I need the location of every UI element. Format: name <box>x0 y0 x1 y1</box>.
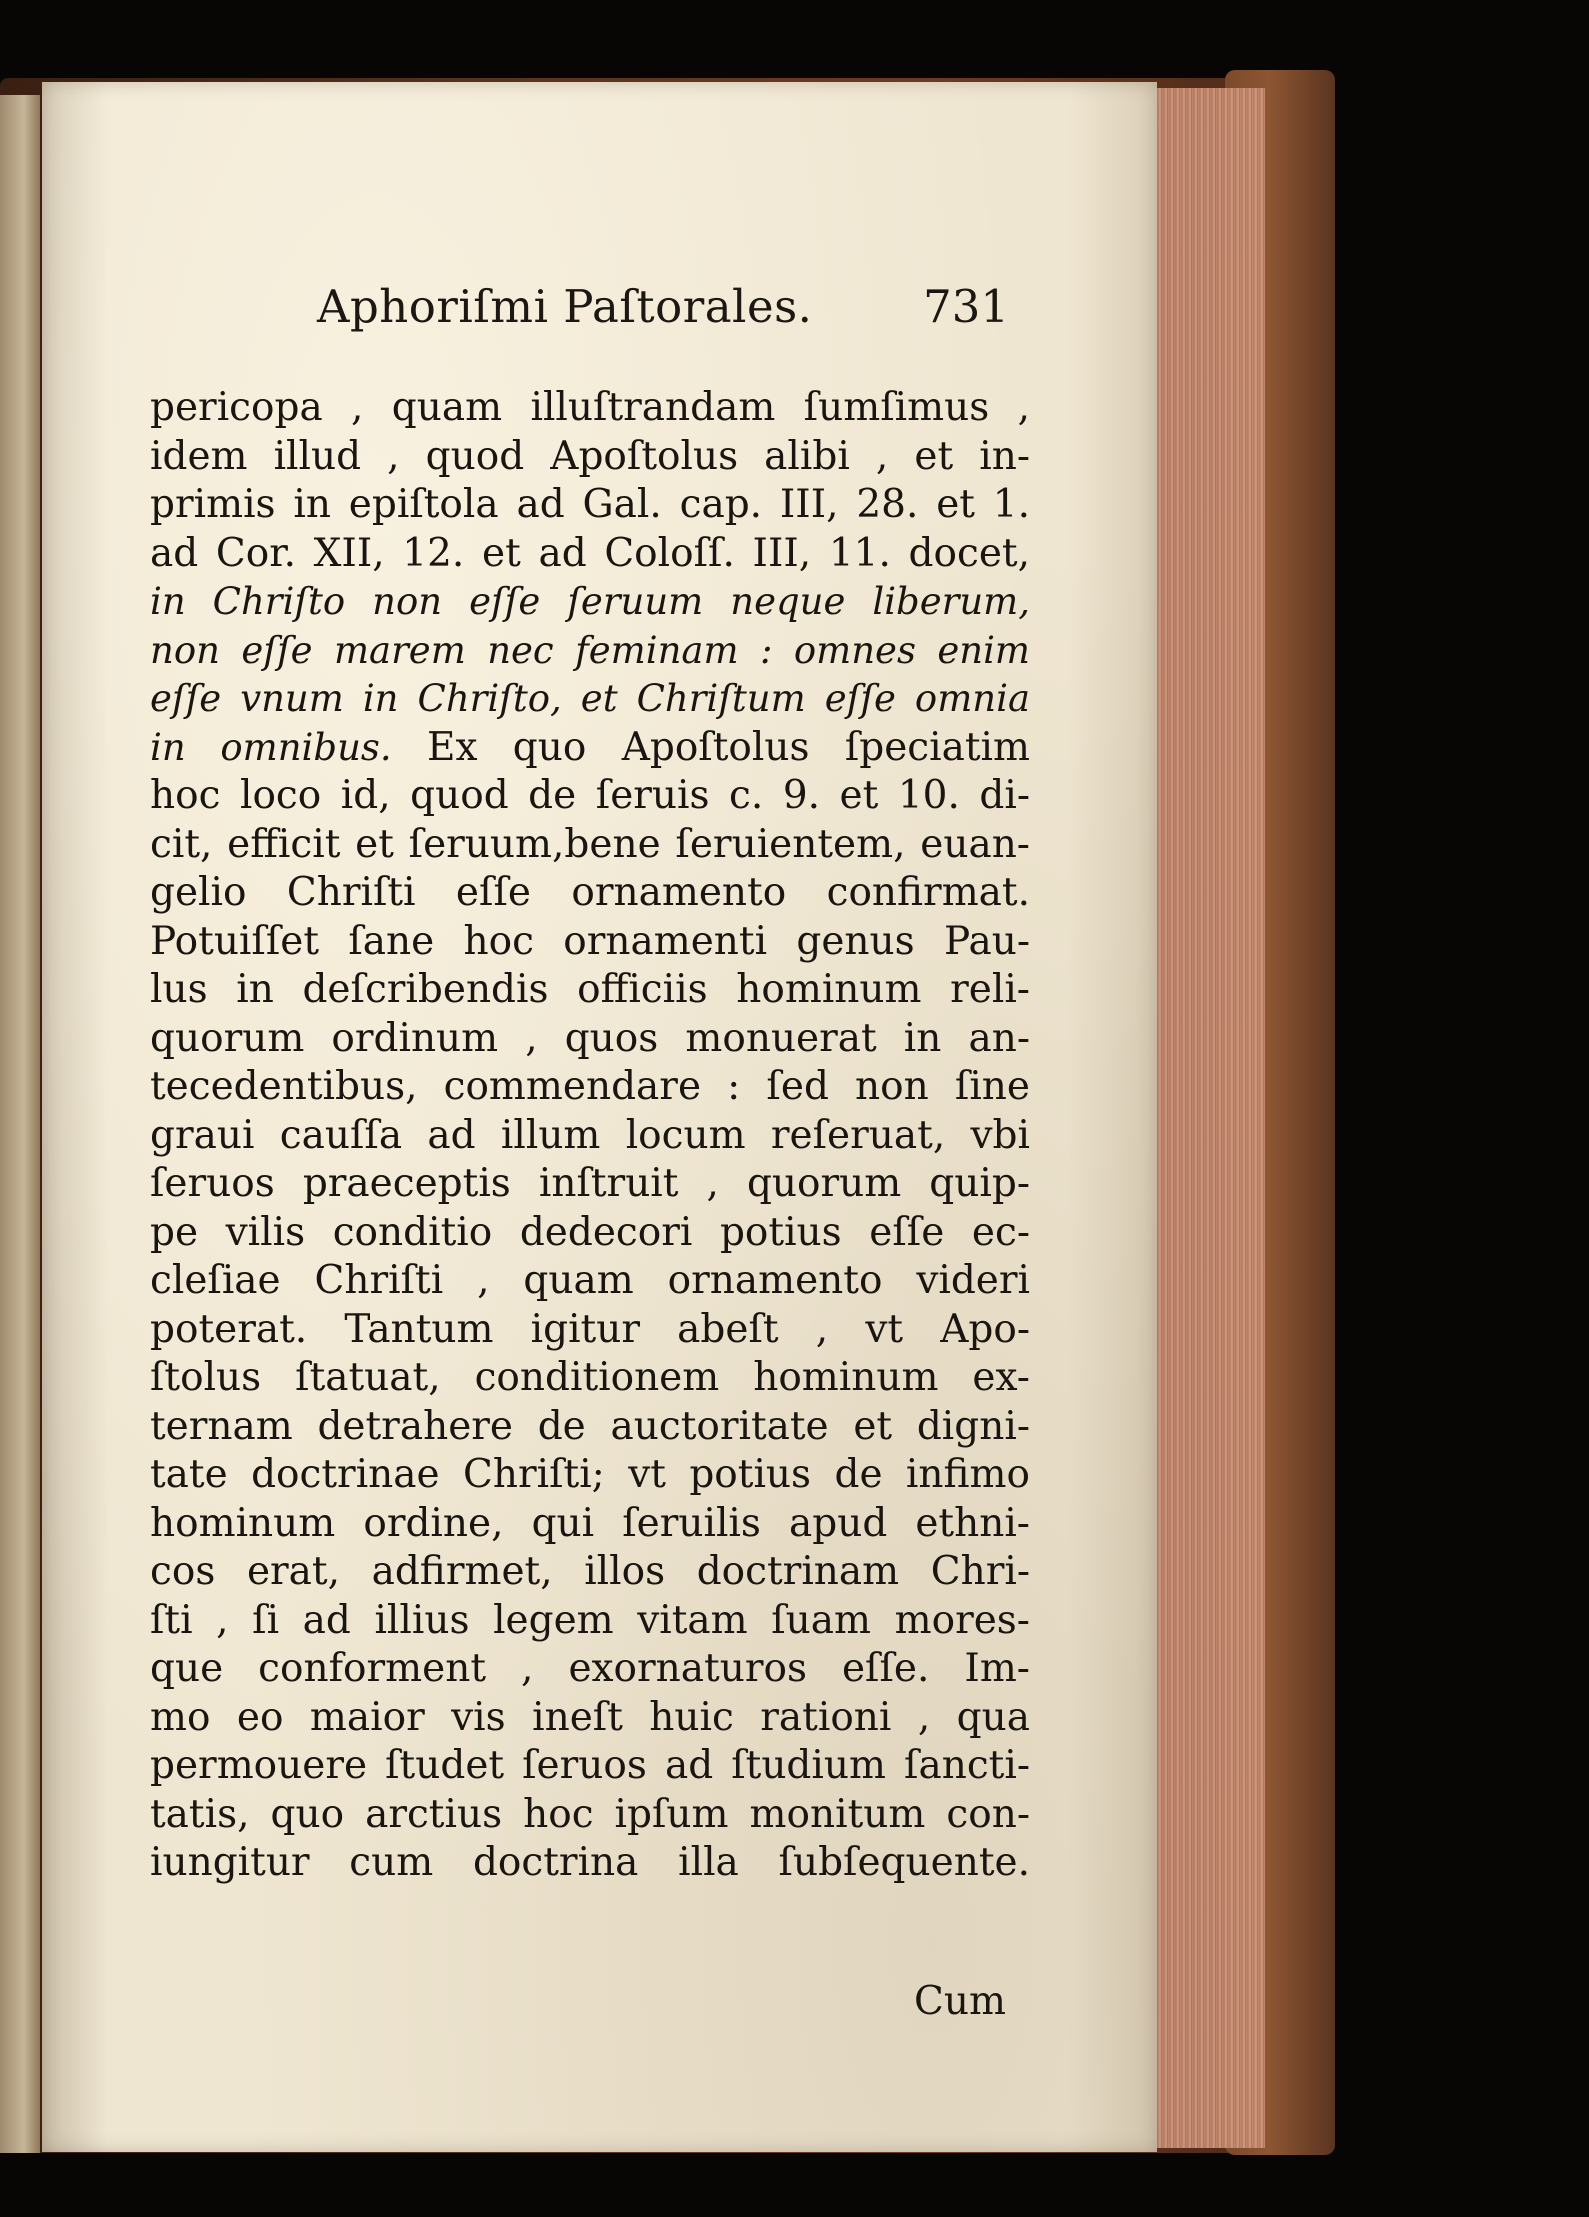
text-line: ad Cor. XII, 12. et ad Coloſſ. III, 11. docet, <box>150 530 1030 576</box>
text-line: ſtolus ſtatuat, conditionem hominum ex- <box>150 1355 1030 1400</box>
text-line: tecedentibus, commendare : ſed non ſine <box>150 1064 1030 1109</box>
text-line: permouere ſtudet ſeruos ad ſtudium ſancti- <box>150 1743 1030 1788</box>
text-line: pericopa , quam illuſtrandam ſumſimus , <box>150 385 1030 430</box>
text-line-mixed <box>150 724 1030 773</box>
text-line: graui cauſſa ad illum locum reſeruat, vbi <box>150 1112 1030 1158</box>
body-text <box>150 384 1030 1888</box>
text-line: pe vilis conditio dedecori potius eſſe ec- <box>150 1209 1030 1255</box>
page-header <box>317 280 1017 350</box>
text-line: idem illud , quod Apoſtolus alibi , et in- <box>150 433 1030 479</box>
facing-page-edge <box>0 95 40 2153</box>
running-title: Aphoriſmi Paſtorales. <box>317 280 813 333</box>
text-line: mo eo maior vis ineſt huic rationi , qua <box>150 1694 1030 1740</box>
text-line: eſſe vnum in Chriſto, et Chriſtum eſſe omnia <box>150 677 1030 720</box>
text-line: in Chriſto non eſſe ſeruum neque liberum, <box>150 580 1030 623</box>
text-line: ſeruos praeceptis inſtruit , quorum quip- <box>150 1161 1030 1206</box>
text-line: primis in epiſtola ad Gal. cap. III, 28. et 1. <box>150 482 1030 527</box>
text-line: que conforment , exornaturos eſſe. Im- <box>150 1646 1030 1691</box>
text-line: ternam detrahere de auctoritate et digni- <box>150 1403 1030 1449</box>
text-line: cit, efficit et ſeruum,bene ſeruientem, euan- <box>150 821 1030 867</box>
page-edges <box>1150 88 1265 2148</box>
text-line: poterat. Tantum igitur abeſt , vt Apo- <box>150 1306 1030 1352</box>
text-line: iungitur cum doctrina illa ſubſequente. <box>150 1840 1030 1885</box>
text-line: ſti , ſi ad illius legem vitam ſuam mores- <box>150 1597 1030 1643</box>
text-line: tate doctrinae Chriſti; vt potius de infimo <box>150 1452 1030 1497</box>
text-line: hoc loco id, quod de ſeruis c. 9. et 10. di- <box>150 773 1030 818</box>
text-line: cos erat, adfirmet, illos doctrinam Chri- <box>150 1549 1030 1594</box>
text-line: hominum ordine, qui ſeruilis apud ethni- <box>150 1500 1030 1546</box>
catchword: Cum <box>914 1979 1006 2024</box>
roman-fragment: Ex quo Apoſtolus ſpeciatim <box>427 724 1030 770</box>
text-line: non eſſe marem nec feminam : omnes enim <box>150 628 1030 672</box>
italic-fragment: in omnibus. <box>150 725 392 769</box>
text-line: quorum ordinum , quos monuerat in an- <box>150 1015 1030 1061</box>
text-line: cleſiae Chriſti , quam ornamento videri <box>150 1258 1030 1303</box>
text-line: Potuiſſet ſane hoc ornamenti genus Pau- <box>150 918 1030 964</box>
page-number: 731 <box>923 280 1009 333</box>
text-line: gelio Chriſti eſſe ornamento confirmat. <box>150 870 1030 915</box>
text-line: lus in deſcribendis officiis hominum reli- <box>150 967 1030 1012</box>
text-line: tatis, quo arctius hoc ipſum monitum con- <box>150 1791 1030 1837</box>
book-page <box>42 82 1157 2152</box>
